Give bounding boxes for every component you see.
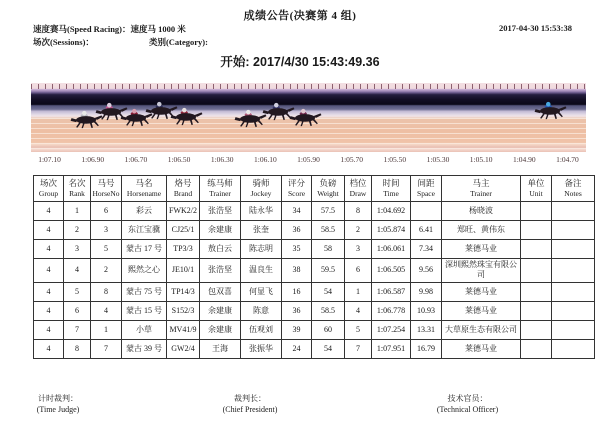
cell-group: 4 (34, 320, 64, 339)
cell-rank: 5 (64, 282, 91, 301)
cell-notes (552, 259, 595, 283)
cell-horseno: 5 (91, 240, 122, 259)
cell-weight: 57.5 (312, 202, 345, 221)
sessions-label: 场次(Sessions)： (33, 37, 94, 47)
cell-unit (521, 240, 552, 259)
table-header-row (34, 176, 595, 202)
timescale-label: 1:06.90 (81, 155, 105, 164)
cell-time: 1:07.951 (372, 339, 411, 358)
cell-weight: 54 (312, 339, 345, 358)
cell-brand: S152/3 (167, 301, 200, 320)
cell-brand: MV41/9 (167, 320, 200, 339)
timescale-label: 1:05.70 (340, 155, 364, 164)
cell-weight: 60 (312, 320, 345, 339)
horse-silhouette (531, 99, 571, 121)
cell-space: 6.41 (411, 221, 442, 240)
cell-jockey: 温良生 (241, 259, 282, 283)
column-header-time (372, 176, 411, 202)
column-header-zh: 烙号 (174, 178, 192, 189)
technical-officer-label-en: (Technical Officer) (436, 405, 499, 414)
column-header-en: Notes (564, 189, 582, 199)
cell-weight: 58 (312, 240, 345, 259)
cell-score: 38 (282, 259, 312, 283)
column-header-unit (521, 176, 552, 202)
result-row (34, 202, 595, 221)
race-type-label: 速度赛马(Speed Racing)：速度马 1000 米 (33, 24, 186, 34)
cell-notes (552, 339, 595, 358)
column-header-horsename (122, 176, 167, 202)
cell-time: 1:05.874 (372, 221, 411, 240)
column-header-en: Trainer (470, 189, 492, 199)
cell-horseno: 3 (91, 221, 122, 240)
cell-jockey: 陈志明 (241, 240, 282, 259)
cell-group: 4 (34, 301, 64, 320)
cell-draw: 5 (345, 320, 372, 339)
timescale-label: 1:05.50 (383, 155, 407, 164)
cell-brand: JE10/1 (167, 259, 200, 283)
cell-horsename: 熙然之心 (122, 259, 167, 283)
cell-score: 34 (282, 202, 312, 221)
result-row (34, 240, 595, 259)
column-header-en: Group (38, 189, 59, 199)
cell-weight: 58.5 (312, 301, 345, 320)
cell-horsename: 蒙古 17 号 (122, 240, 167, 259)
column-header-notes (552, 176, 595, 202)
result-row (34, 320, 595, 339)
column-header-en: Time (383, 189, 399, 199)
cell-draw: 8 (345, 202, 372, 221)
cell-trainer: 大草原生态有限公司 (442, 320, 521, 339)
cell-unit (521, 282, 552, 301)
column-header-en: Space (417, 189, 435, 199)
cell-trainer: 敖白云 (200, 240, 241, 259)
time-judge-label-en: (Time Judge) (36, 405, 80, 414)
cell-rank: 6 (64, 301, 91, 320)
cell-trainer: 张浩坚 (200, 259, 241, 283)
cell-draw: 2 (345, 221, 372, 240)
cell-trainer: 深圳熙然珠宝有限公司 (442, 259, 521, 283)
cell-trainer: 莱德马业 (442, 339, 521, 358)
cell-brand: TP3/3 (167, 240, 200, 259)
timescale-label: 1:07.10 (38, 155, 61, 164)
column-header-en: Horsename (126, 189, 162, 199)
column-header-en: Weight (317, 189, 339, 199)
cell-trainer: 余建康 (200, 320, 241, 339)
cell-jockey: 张奎 (241, 221, 282, 240)
cell-notes (552, 282, 595, 301)
column-header-en: Rank (69, 189, 85, 199)
cell-rank: 4 (64, 259, 91, 283)
technical-officer-label-zh: 技术官员： (447, 394, 488, 403)
column-header-zh: 马号 (97, 178, 115, 189)
horse-silhouette (286, 106, 326, 128)
cell-horseno: 1 (91, 320, 122, 339)
cell-notes (552, 301, 595, 320)
timescale-label: 1:06.70 (124, 155, 148, 164)
timescale-label: 1:04.70 (556, 155, 579, 164)
cell-group: 4 (34, 259, 64, 283)
cell-weight: 54 (312, 282, 345, 301)
cell-group: 4 (34, 282, 64, 301)
cell-group: 4 (34, 221, 64, 240)
column-header-en: Trainer (209, 189, 231, 199)
cell-trainer: 莱德马业 (442, 301, 521, 320)
cell-score: 36 (282, 301, 312, 320)
cell-horseno: 7 (91, 339, 122, 358)
cell-notes (552, 202, 595, 221)
photo-finish-ruler-ticks (31, 84, 586, 89)
column-header-brand (167, 176, 200, 202)
chief-president-label-zh: 裁判长： (234, 394, 266, 403)
cell-jockey: 伍观刘 (241, 320, 282, 339)
cell-group: 4 (34, 339, 64, 358)
column-header-horseno (91, 176, 122, 202)
result-row (34, 282, 595, 301)
column-header-zh: 单位 (527, 178, 545, 189)
cell-rank: 3 (64, 240, 91, 259)
cell-space: 10.93 (411, 301, 442, 320)
cell-trainer: 张浩坚 (200, 202, 241, 221)
cell-brand: TP14/3 (167, 282, 200, 301)
cell-score: 35 (282, 240, 312, 259)
column-header-rank (64, 176, 91, 202)
cell-space: 9.56 (411, 259, 442, 283)
cell-time: 1:07.254 (372, 320, 411, 339)
cell-horsename: 东江宝骥 (122, 221, 167, 240)
cell-horseno: 6 (91, 202, 122, 221)
start-time-line: 开始: 2017/4/30 15:43:49.36 (220, 55, 380, 69)
result-row (34, 259, 595, 283)
column-header-group (34, 176, 64, 202)
column-header-zh: 马名 (135, 178, 153, 189)
results-table (33, 175, 595, 359)
column-header-en: Draw (349, 189, 367, 199)
cell-score: 36 (282, 221, 312, 240)
cell-weight: 58.5 (312, 221, 345, 240)
cell-unit (521, 259, 552, 283)
chief-president-label-en: (Chief President) (222, 405, 278, 414)
photo-finish-strip (31, 83, 586, 152)
cell-time: 1:06.061 (372, 240, 411, 259)
column-header-en: HorseNo (92, 189, 120, 199)
column-header-score (282, 176, 312, 202)
cell-draw: 6 (345, 259, 372, 283)
timescale-label: 1:06.30 (210, 155, 234, 164)
result-row (34, 339, 595, 358)
cell-group: 4 (34, 240, 64, 259)
cell-unit (521, 202, 552, 221)
cell-notes (552, 240, 595, 259)
time-judge-block (18, 393, 98, 415)
cell-group: 4 (34, 202, 64, 221)
cell-jockey: 张振华 (241, 339, 282, 358)
cell-unit (521, 301, 552, 320)
result-row (34, 221, 595, 240)
cell-brand: GW2/4 (167, 339, 200, 358)
cell-trainer: 莱德马业 (442, 240, 521, 259)
cell-draw: 4 (345, 301, 372, 320)
column-header-zh: 骑师 (252, 178, 270, 189)
cell-trainer: 余建康 (200, 301, 241, 320)
cell-horsename: 彩云 (122, 202, 167, 221)
cell-horsename: 蒙古 39 号 (122, 339, 167, 358)
cell-rank: 7 (64, 320, 91, 339)
cell-score: 24 (282, 339, 312, 358)
cell-brand: CJ25/1 (167, 221, 200, 240)
result-row (34, 301, 595, 320)
column-header-en: Jockey (250, 189, 272, 199)
cell-trainer: 郑旺、黄伟东 (442, 221, 521, 240)
page-title: 成绩公告(决赛第 4 组) (243, 10, 357, 22)
cell-score: 16 (282, 282, 312, 301)
cell-space: 7.34 (411, 240, 442, 259)
cell-unit (521, 339, 552, 358)
time-judge-label-zh: 计时裁判： (38, 394, 78, 403)
cell-notes (552, 320, 595, 339)
column-header-zh: 场次 (39, 178, 57, 189)
column-header-jockey (241, 176, 282, 202)
cell-trainer: 余建康 (200, 221, 241, 240)
cell-horseno: 2 (91, 259, 122, 283)
cell-weight: 59.5 (312, 259, 345, 283)
column-header-zh: 负磅 (319, 178, 337, 189)
cell-unit (521, 221, 552, 240)
cell-horseno: 8 (91, 282, 122, 301)
cell-score: 39 (282, 320, 312, 339)
cell-time: 1:06.587 (372, 282, 411, 301)
timescale-label: 1:06.10 (254, 155, 277, 164)
cell-space: 13.31 (411, 320, 442, 339)
cell-jockey: 陆永华 (241, 202, 282, 221)
cell-unit (521, 320, 552, 339)
cell-rank: 8 (64, 339, 91, 358)
column-header-weight (312, 176, 345, 202)
column-header-draw (345, 176, 372, 202)
photo-finish-timescale (28, 155, 589, 164)
cell-rank: 2 (64, 221, 91, 240)
cell-trainer: 杨晓波 (442, 202, 521, 221)
technical-officer-block (405, 393, 530, 415)
cell-draw: 7 (345, 339, 372, 358)
cell-time: 1:06.505 (372, 259, 411, 283)
cell-time: 1:04.692 (372, 202, 411, 221)
column-header-zh: 马主 (472, 178, 490, 189)
cell-horsename: 小草 (122, 320, 167, 339)
column-header-zh: 名次 (68, 178, 86, 189)
category-label: 类别(Category): (148, 37, 208, 47)
cell-jockey: 何显飞 (241, 282, 282, 301)
column-header-trainer (200, 176, 241, 202)
cell-draw: 1 (345, 282, 372, 301)
column-header-zh: 评分 (287, 178, 305, 189)
horse-silhouette (167, 105, 207, 127)
timescale-label: 1:05.90 (297, 155, 320, 164)
column-header-en: Unit (529, 189, 543, 199)
cell-space: 9.98 (411, 282, 442, 301)
report-datetime: 2017-04-30 15:53:38 (499, 23, 572, 33)
timescale-label: 1:06.50 (167, 155, 191, 164)
column-header-zh: 练马师 (207, 178, 233, 189)
cell-horseno: 4 (91, 301, 122, 320)
cell-horsename: 蒙古 75 号 (122, 282, 167, 301)
cell-space: 16.79 (411, 339, 442, 358)
column-header-zh: 档位 (349, 178, 367, 189)
cell-notes (552, 221, 595, 240)
cell-space (411, 202, 442, 221)
column-header-space (411, 176, 442, 202)
column-header-en: Score (287, 189, 306, 199)
column-header-zh: 备注 (564, 178, 582, 189)
cell-trainer: 莱德马业 (442, 282, 521, 301)
cell-rank: 1 (64, 202, 91, 221)
chief-president-block (185, 393, 315, 415)
timescale-label: 1:05.30 (426, 155, 450, 164)
cell-horsename: 蒙古 15 号 (122, 301, 167, 320)
column-header-zh: 时间 (382, 178, 400, 189)
cell-trainer: 包双喜 (200, 282, 241, 301)
column-header-en: Brand (173, 189, 193, 199)
cell-trainer: 王海 (200, 339, 241, 358)
timescale-label: 1:05.10 (469, 155, 493, 164)
column-header-trainer (442, 176, 521, 202)
cell-time: 1:06.778 (372, 301, 411, 320)
cell-brand: FWK2/2 (167, 202, 200, 221)
cell-jockey: 陈意 (241, 301, 282, 320)
cell-draw: 3 (345, 240, 372, 259)
column-header-zh: 间距 (417, 178, 435, 189)
timescale-label: 1:04.90 (512, 155, 536, 164)
